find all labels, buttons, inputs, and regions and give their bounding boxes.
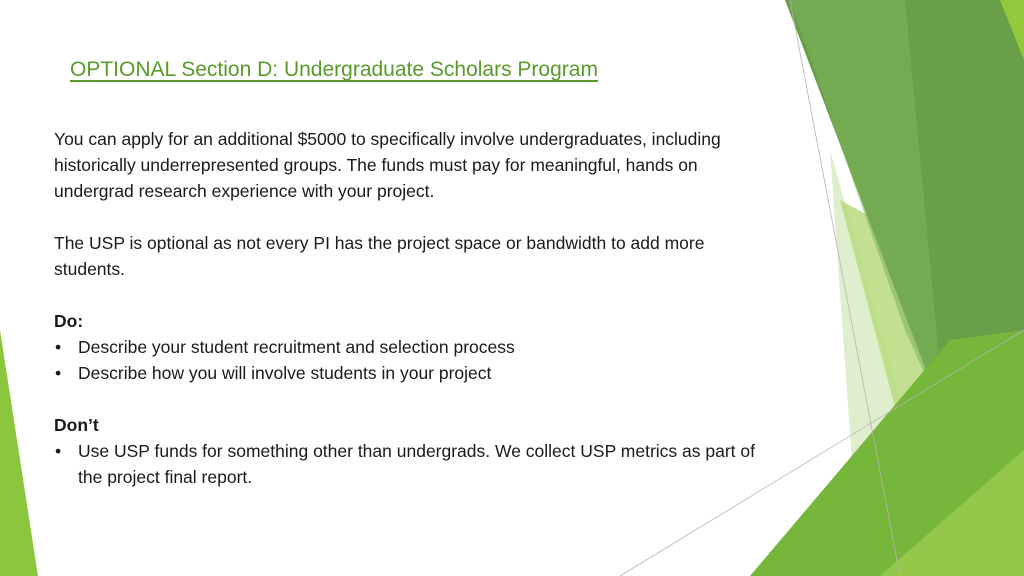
slide-title: OPTIONAL Section D: Undergraduate Scholars Program — [70, 58, 598, 81]
do-item-text: Describe how you will involve students in your project — [78, 363, 492, 383]
usp-optional-paragraph: The USP is optional as not every PI has the project space or bandwidth to add more students. — [54, 233, 705, 279]
do-item-recruitment — [54, 334, 774, 360]
do-list — [54, 334, 774, 386]
left-green-sliver — [0, 330, 38, 576]
bullet-dot: • — [55, 337, 62, 357]
do-heading: Do: — [54, 311, 84, 331]
dont-heading: Don’t — [54, 415, 99, 435]
slide-body — [54, 126, 774, 490]
bullet-dot: • — [55, 441, 62, 461]
do-item-text: Describe your student recruitment and selection process — [78, 337, 515, 357]
dont-list — [54, 438, 774, 490]
dont-item-text: Use USP funds for something other than undergrads. We collect USP metrics as part of the project final report. — [78, 441, 755, 487]
dont-item-funds — [54, 438, 774, 490]
bullet-dot: • — [55, 363, 62, 383]
do-item-involvement — [54, 360, 774, 386]
intro-paragraph: You can apply for an additional $5000 to specifically involve undergraduates, including historically underrepresented groups. The funds must pay for meaningful, hands on undergrad research experience with your project. — [54, 129, 721, 201]
